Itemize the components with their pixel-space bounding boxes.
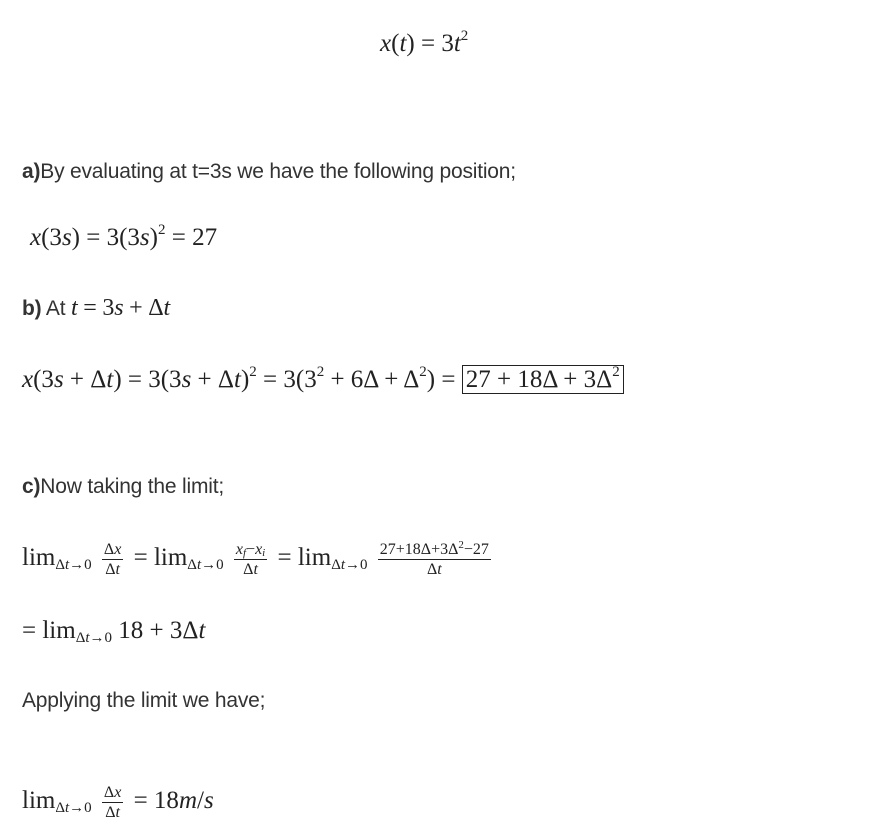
- part-c-sentence: Now taking the limit;: [40, 475, 224, 498]
- part-b-label: b): [22, 297, 42, 320]
- part-b-prefix: At: [45, 297, 66, 320]
- frac-expanded: $\frac{27+18\Delta+3\Delta^2-27}{\Delta t}$: [379, 539, 489, 578]
- part-b-condition: t = 3s + Δt: [71, 295, 170, 321]
- part-c-label: c): [22, 475, 41, 498]
- part-a-text: [22, 160, 516, 184]
- part-a-sentence: By evaluating at t=3s we have the following position;: [40, 160, 516, 183]
- part-a-result: 27: [192, 224, 218, 251]
- part-a-label: a): [22, 160, 41, 183]
- part-a-equation: $x(3s) = 3(3s)^2 = 27$: [30, 222, 218, 251]
- part-c-text: [22, 475, 224, 499]
- part-b-boxed-result: $27 + 18\Delta + 3\Delta^2$: [462, 365, 624, 394]
- part-c-simplified: = $\lim_{\Delta t\to 0} 18 + 3\Delta t$: [22, 617, 206, 646]
- applying-text: Applying the limit we have;: [22, 689, 266, 712]
- header-formula: $x(t) = 3t^2$: [380, 28, 469, 57]
- frac-xf-xi: $\frac{x_f-x_i}{\Delta t}$: [235, 541, 266, 578]
- part-c-limit-line: $\lim_{\Delta t\to 0}$ $\frac{\Delta x}{\Delta t}$ = $\lim_{\Delta t\to 0}$ $\frac{x_f-x_i}{\Delta t}$ = $\lim_{\Delta t\to 0}$ $\frac{27+18\Delta+3\Delta^2-27}{\Delta t}$: [22, 539, 489, 578]
- frac-dx-dt: $\frac{\Delta x}{\Delta t}$: [103, 541, 122, 578]
- part-b-text: [22, 295, 170, 322]
- part-b-equation: $x(3s + \Delta t) = 3(3s + \Delta t)^2 = 3(3^2 + 6\Delta + \Delta^2) = 27 + 18\Delta + 3\Delta^2$: [22, 366, 624, 394]
- final-result-line: $\lim_{\Delta t\to 0}$ $\frac{\Delta x}{\Delta t}$ = 18m/s: [22, 784, 214, 821]
- frac-final: $\frac{\Delta x}{\Delta t}$: [103, 784, 122, 821]
